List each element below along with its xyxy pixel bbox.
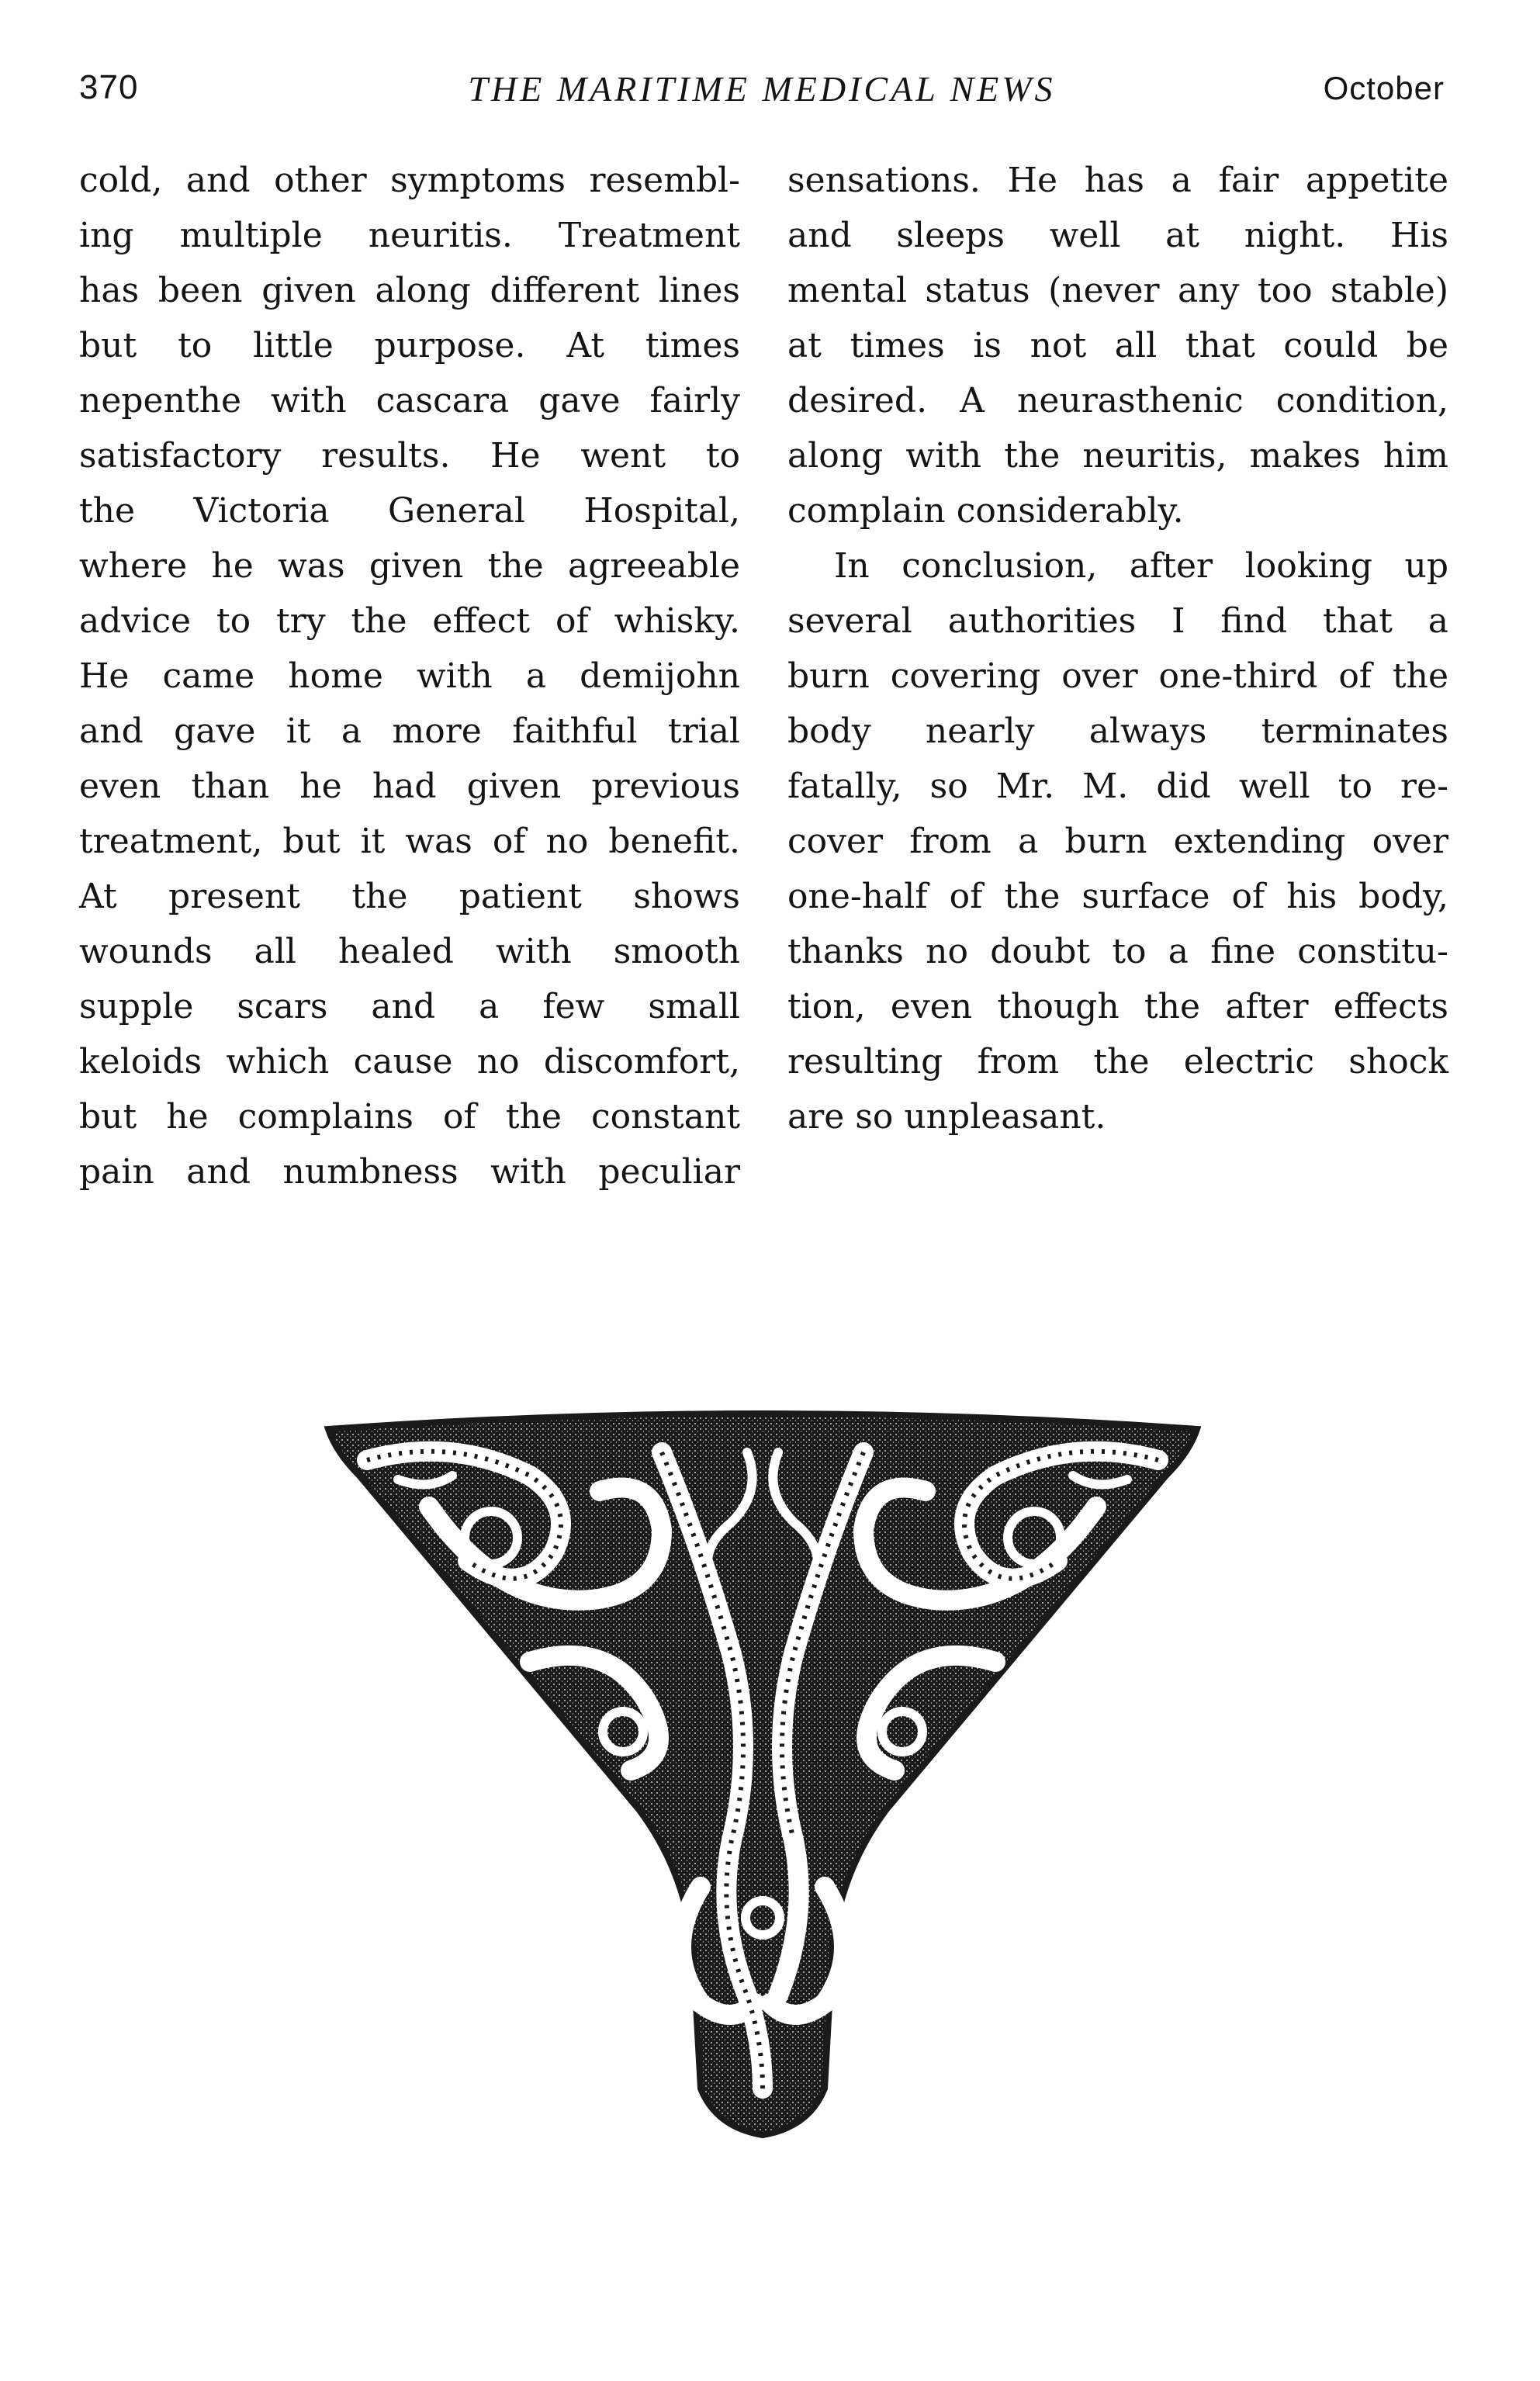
text-line: but to little purpose. At times: [79, 326, 740, 365]
text-line: where he was given the agreeable: [79, 546, 740, 586]
text-line: resulting from the electric shock: [787, 1042, 1448, 1081]
text-line: pain and numbness with peculiar: [79, 1152, 740, 1192]
text-line: several authorities I find that a: [787, 601, 1448, 641]
text-line: wounds all healed with smooth: [79, 932, 740, 971]
text-line: along with the neuritis, makes him: [787, 436, 1448, 476]
text-line: and sleeps well at night. His: [787, 216, 1448, 255]
text-line: satisfactory results. He went to: [79, 436, 740, 476]
text-line: advice to try the effect of whisky.: [79, 601, 740, 641]
text-line: has been given along different lines: [79, 271, 740, 310]
running-head: [79, 68, 1445, 115]
left-text-column: [79, 153, 740, 1199]
text-line: but he complains of the constant: [79, 1097, 740, 1137]
text-line: one-half of the surface of his body,: [787, 877, 1448, 916]
text-line: He came home with a demijohn: [79, 656, 740, 696]
text-line: cover from a burn extending over: [787, 822, 1448, 861]
text-line: supple scars and a few small: [79, 987, 740, 1026]
text-line: body nearly always terminates: [787, 711, 1448, 751]
page-number: 370: [79, 68, 139, 106]
right-text-column: [787, 153, 1448, 1144]
text-line: thanks no doubt to a fine constitu-: [787, 932, 1448, 971]
paragraph-end-line: are so unpleasant.: [787, 1097, 1106, 1137]
text-line: ing multiple neuritis. Treatment: [79, 216, 740, 255]
text-line: cold, and other symptoms resembl-: [79, 161, 740, 200]
text-line: nepenthe with cascara gave fairly: [79, 381, 740, 420]
text-line: burn covering over one-third of the: [787, 656, 1448, 696]
text-line: keloids which cause no discomfort,: [79, 1042, 740, 1081]
text-line: desired. A neurasthenic condition,: [787, 381, 1448, 420]
text-line: at times is not all that could be: [787, 326, 1448, 365]
text-line: the Victoria General Hospital,: [79, 491, 740, 531]
paragraph-end-line: complain considerably.: [787, 491, 1184, 531]
text-line: even than he had given previous: [79, 767, 740, 806]
text-line: fatally, so Mr. M. did well to re-: [787, 767, 1448, 806]
paragraph-first-line: In conclusion, after looking up: [834, 546, 1448, 586]
text-line: sensations. He has a fair appetite: [787, 161, 1448, 200]
text-line: At present the patient shows: [79, 877, 740, 916]
text-line: mental status (never any too stable): [787, 271, 1448, 310]
issue-month: October: [1323, 70, 1445, 106]
text-line: tion, even though the after effects: [787, 987, 1448, 1026]
text-line: and gave it a more faithful trial: [79, 711, 740, 751]
tailpiece-ornament-icon: [297, 1406, 1228, 2151]
journal-title: THE MARITIME MEDICAL NEWS: [468, 69, 1056, 109]
text-line: treatment, but it was of no benefit.: [79, 822, 740, 861]
